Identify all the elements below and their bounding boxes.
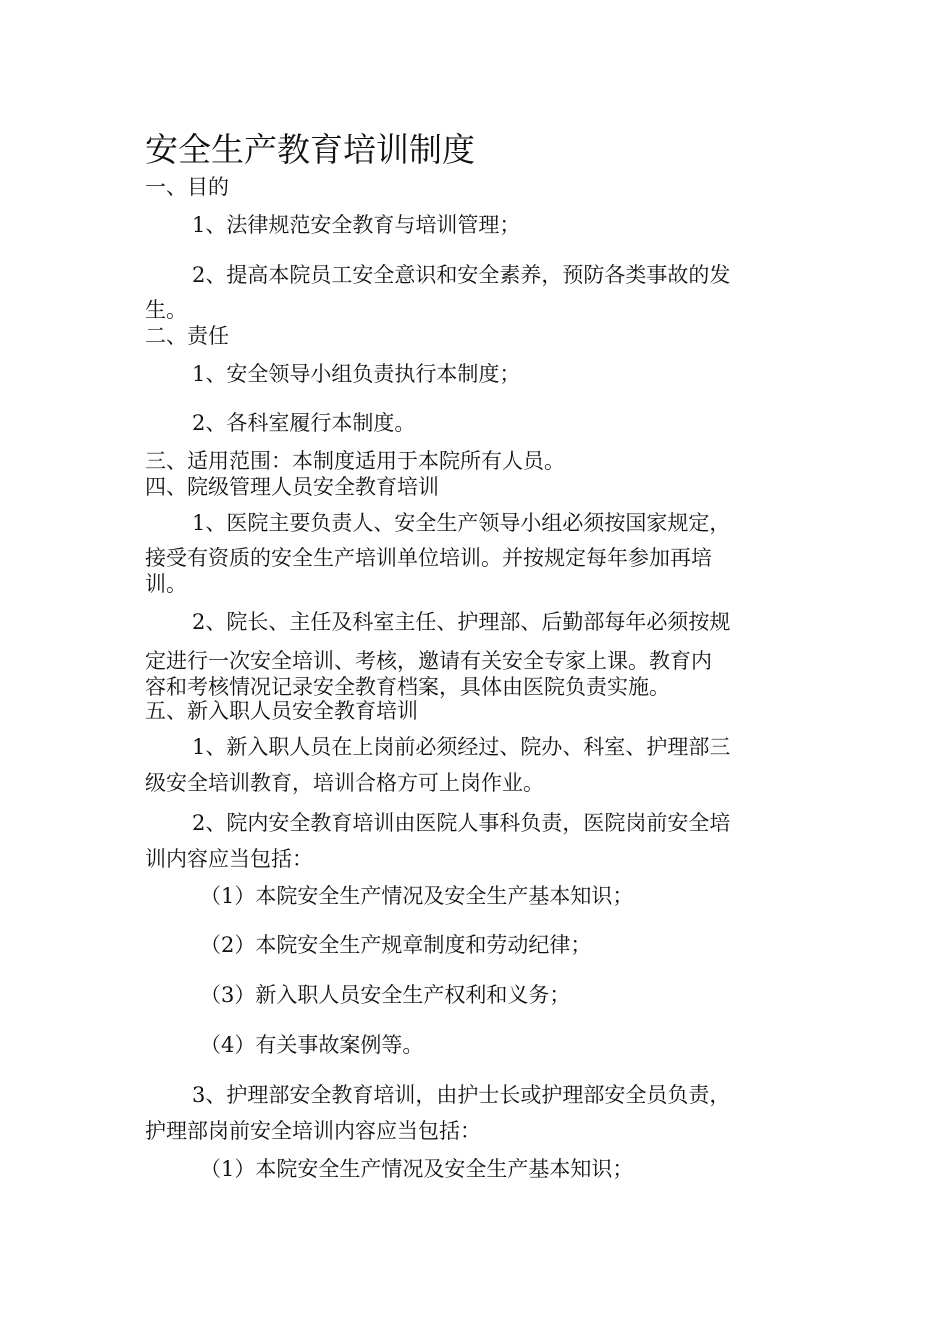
paragraph-line: 2、院内安全教育培训由医院人事科负责，医院岗前安全培: [192, 811, 731, 835]
paragraph-line: 1、安全领导小组负责执行本制度；: [192, 362, 521, 386]
paragraph-line: 生。: [145, 298, 187, 322]
section-heading: 三、适用范围：本制度适用于本院所有人员。: [145, 449, 565, 473]
paragraph-line: 训内容应当包括：: [145, 847, 313, 871]
paragraph-line: 2、院长、主任及科室主任、护理部、后勤部每年必须按规: [192, 610, 731, 634]
paragraph-line: 2、各科室履行本制度。: [192, 411, 416, 435]
paragraph-line: 3、护理部安全教育培训，由护士长或护理部安全员负责，: [192, 1083, 731, 1107]
paragraph-line: 接受有资质的安全生产培训单位培训。并按规定每年参加再培: [145, 546, 712, 570]
list-item: （1）本院安全生产情况及安全生产基本知识；: [200, 884, 634, 908]
paragraph-line: 级安全培训教育，培训合格方可上岗作业。: [145, 771, 544, 795]
paragraph-line: 训。: [145, 572, 187, 596]
paragraph-line: 1、医院主要负责人、安全生产领导小组必须按国家规定，: [192, 511, 731, 535]
paragraph-line: 定进行一次安全培训、考核，邀请有关安全专家上课。教育内: [145, 649, 712, 673]
list-item: （1）本院安全生产情况及安全生产基本知识；: [200, 1157, 634, 1181]
list-item: （2）本院安全生产规章制度和劳动纪律；: [200, 933, 592, 957]
section-heading: 五、新入职人员安全教育培训: [145, 699, 418, 723]
paragraph-line: 2、提高本院员工安全意识和安全素养，预防各类事故的发: [192, 263, 731, 287]
paragraph-line: 护理部岗前安全培训内容应当包括：: [145, 1119, 481, 1143]
section-heading: 二、责任: [145, 324, 229, 348]
list-item: （4）有关事故案例等。: [200, 1033, 424, 1057]
document-title: 安全生产教育培训制度: [145, 130, 475, 169]
paragraph-line: 1、法律规范安全教育与培训管理；: [192, 213, 521, 237]
paragraph-line: 容和考核情况记录安全教育档案，具体由医院负责实施。: [145, 675, 670, 699]
section-heading: 一、目的: [145, 175, 229, 199]
list-item: （3）新入职人员安全生产权利和义务；: [200, 983, 571, 1007]
paragraph-line: 1、新入职人员在上岗前必须经过、院办、科室、护理部三: [192, 735, 731, 759]
section-heading: 四、院级管理人员安全教育培训: [145, 475, 439, 499]
